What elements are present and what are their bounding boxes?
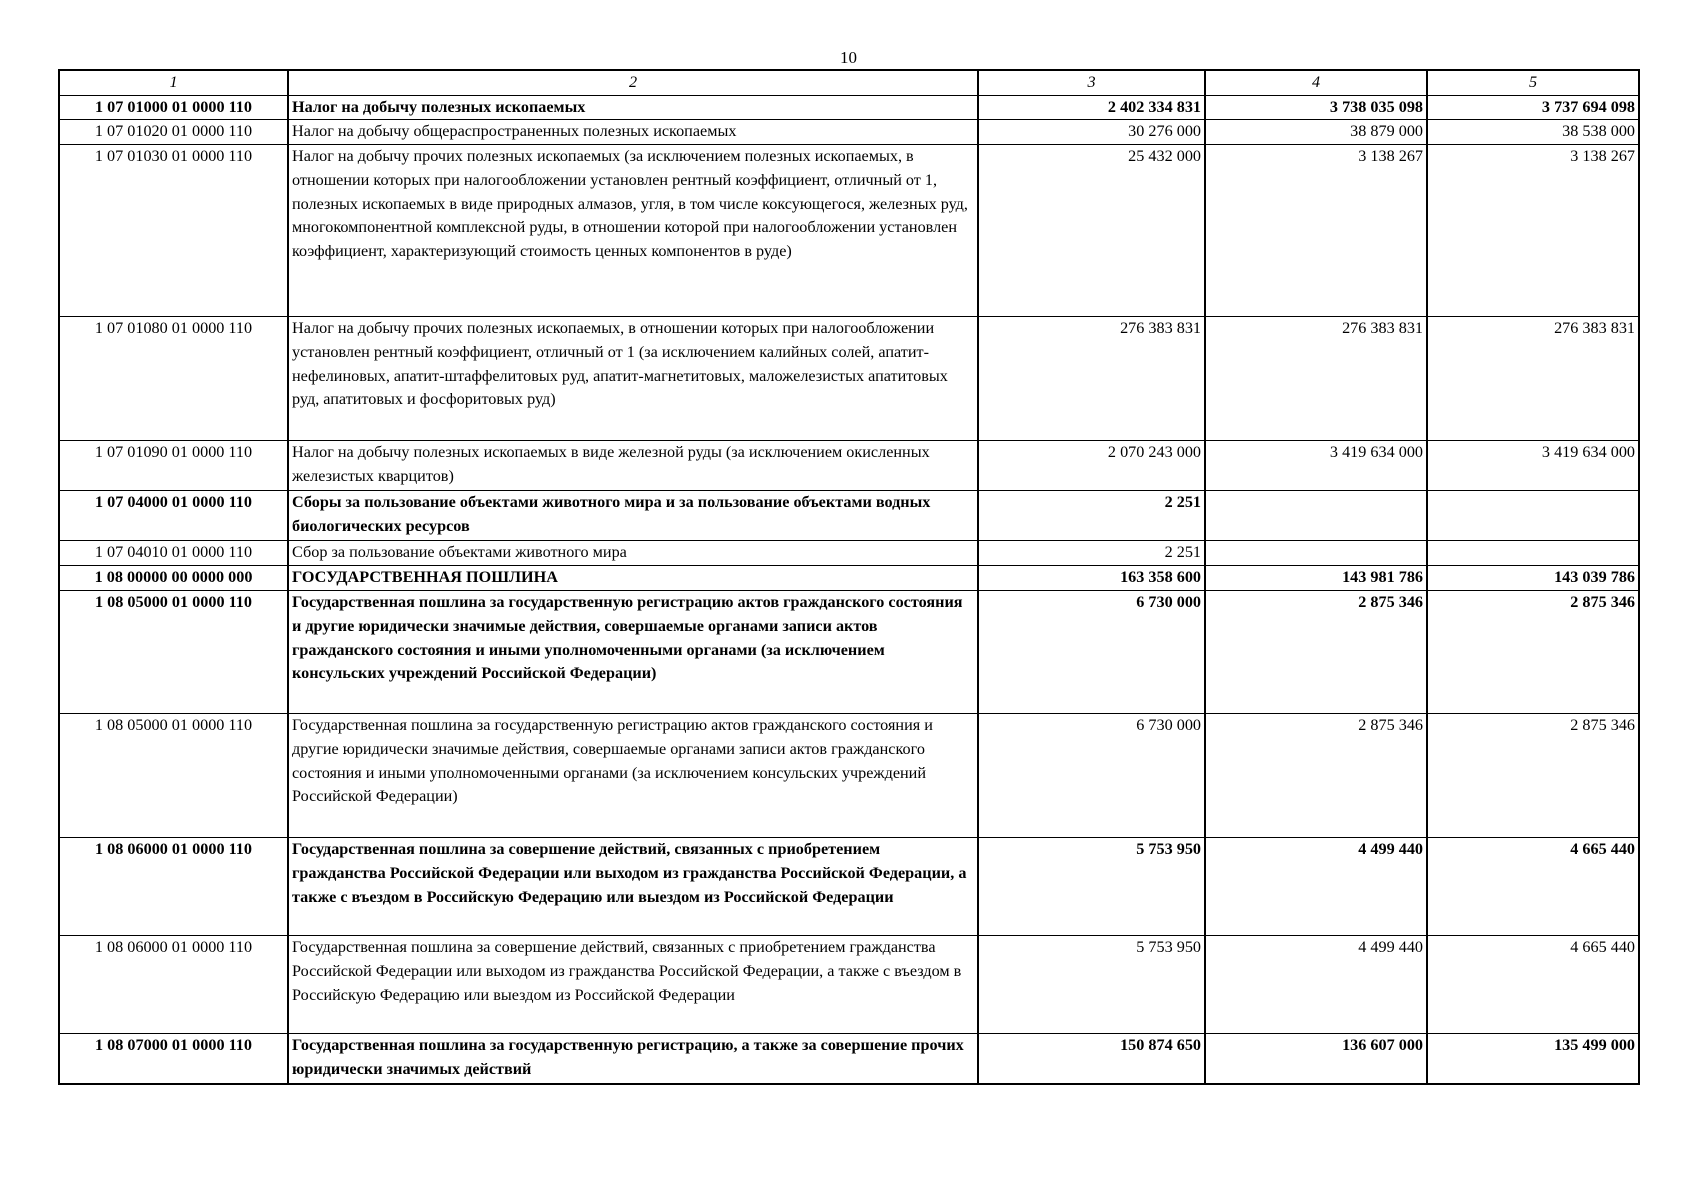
value-col4-cell: 4 499 440: [1205, 838, 1427, 936]
value-col4-cell: 4 499 440: [1205, 936, 1427, 1034]
value-col5-cell: 4 665 440: [1427, 838, 1639, 936]
table-row: [59, 95, 1639, 120]
column-header-5: 5: [1427, 70, 1639, 95]
table-row: [59, 541, 1639, 566]
value-col3-cell: 25 432 000: [978, 145, 1205, 317]
table-row: [59, 714, 1639, 838]
value-col5-cell: 2 875 346: [1427, 714, 1639, 838]
value-col3-cell: 5 753 950: [978, 936, 1205, 1034]
value-col5-cell: [1427, 491, 1639, 541]
budget-code-cell: 1 07 01030 01 0000 110: [59, 145, 288, 317]
budget-code-cell: 1 08 00000 00 0000 000: [59, 566, 288, 591]
budget-code-cell: 1 07 01000 01 0000 110: [59, 95, 288, 120]
value-col4-cell: [1205, 541, 1427, 566]
value-col5-cell: 4 665 440: [1427, 936, 1639, 1034]
value-col4-cell: 38 879 000: [1205, 120, 1427, 145]
item-name-cell: Государственная пошлина за государственную регистрацию актов гражданского состояния и другие юридически значимые действия, совершаемые органами записи актов гражданского состояния и иными уполномоченными органами (за исключением консульских учреждений Российской Федерации): [288, 591, 978, 714]
value-col3-cell: 30 276 000: [978, 120, 1205, 145]
value-col5-cell: 2 875 346: [1427, 591, 1639, 714]
item-name-cell: Налог на добычу прочих полезных ископаемых (за исключением полезных ископаемых, в отношении которых при налогообложении установлен рентный коэффициент, отличный от 1, полезных ископаемых в виде природных алмазов, угля, в том числе коксующегося, железных руд, многокомпонентной комплексной руды, в отношении которой при налогообложении установлен коэффициент, характеризующий стоимость ценных компонентов в руде): [288, 145, 978, 317]
budget-code-cell: 1 07 04000 01 0000 110: [59, 491, 288, 541]
value-col5-cell: 3 419 634 000: [1427, 441, 1639, 491]
column-header-3: 3: [978, 70, 1205, 95]
column-header-1: 1: [59, 70, 288, 95]
value-col3-cell: 6 730 000: [978, 591, 1205, 714]
item-name-cell: Налог на добычу полезных ископаемых: [288, 95, 978, 120]
item-name-cell: Сборы за пользование объектами животного мира и за пользование объектами водных биологических ресурсов: [288, 491, 978, 541]
item-name-cell: ГОСУДАРСТВЕННАЯ ПОШЛИНА: [288, 566, 978, 591]
item-name-cell: Государственная пошлина за совершение действий, связанных с приобретением гражданства Российской Федерации или выходом из гражданства Российской Федерации, а также с въездом в Российскую Федерацию или выездом из Российской Федерации: [288, 936, 978, 1034]
table-row: [59, 591, 1639, 714]
budget-table: [58, 69, 1640, 1085]
column-header-2: 2: [288, 70, 978, 95]
table-row: [59, 120, 1639, 145]
value-col4-cell: 276 383 831: [1205, 317, 1427, 441]
table-row: [59, 936, 1639, 1034]
value-col5-cell: 276 383 831: [1427, 317, 1639, 441]
table-row: [59, 838, 1639, 936]
budget-code-cell: 1 08 06000 01 0000 110: [59, 936, 288, 1034]
item-name-cell: Налог на добычу общераспространенных полезных ископаемых: [288, 120, 978, 145]
table-header-row: [59, 70, 1639, 95]
value-col4-cell: 3 419 634 000: [1205, 441, 1427, 491]
value-col3-cell: 150 874 650: [978, 1034, 1205, 1084]
value-col5-cell: 143 039 786: [1427, 566, 1639, 591]
value-col4-cell: 3 138 267: [1205, 145, 1427, 317]
budget-code-cell: 1 07 01020 01 0000 110: [59, 120, 288, 145]
budget-code-cell: 1 08 05000 01 0000 110: [59, 591, 288, 714]
value-col5-cell: 135 499 000: [1427, 1034, 1639, 1084]
table-row: [59, 1034, 1639, 1084]
value-col3-cell: 2 251: [978, 541, 1205, 566]
budget-code-cell: 1 07 04010 01 0000 110: [59, 541, 288, 566]
table-row: [59, 441, 1639, 491]
budget-code-cell: 1 08 06000 01 0000 110: [59, 838, 288, 936]
budget-code-cell: 1 08 05000 01 0000 110: [59, 714, 288, 838]
item-name-cell: Государственная пошлина за государственную регистрацию актов гражданского состояния и другие юридически значимые действия, совершаемые органами записи актов гражданского состояния и иными уполномоченными органами (за исключением консульских учреждений Российской Федерации): [288, 714, 978, 838]
value-col5-cell: 38 538 000: [1427, 120, 1639, 145]
item-name-cell: Сбор за пользование объектами животного мира: [288, 541, 978, 566]
value-col3-cell: 2 070 243 000: [978, 441, 1205, 491]
value-col3-cell: 5 753 950: [978, 838, 1205, 936]
table-row: [59, 566, 1639, 591]
table-row: [59, 145, 1639, 317]
value-col3-cell: 2 402 334 831: [978, 95, 1205, 120]
budget-code-cell: 1 07 01080 01 0000 110: [59, 317, 288, 441]
value-col4-cell: 2 875 346: [1205, 591, 1427, 714]
value-col5-cell: [1427, 541, 1639, 566]
budget-code-cell: 1 08 07000 01 0000 110: [59, 1034, 288, 1084]
value-col4-cell: 2 875 346: [1205, 714, 1427, 838]
value-col5-cell: 3 138 267: [1427, 145, 1639, 317]
column-header-4: 4: [1205, 70, 1427, 95]
table-row: [59, 317, 1639, 441]
value-col5-cell: 3 737 694 098: [1427, 95, 1639, 120]
budget-code-cell: 1 07 01090 01 0000 110: [59, 441, 288, 491]
value-col3-cell: 276 383 831: [978, 317, 1205, 441]
value-col4-cell: [1205, 491, 1427, 541]
value-col3-cell: 2 251: [978, 491, 1205, 541]
value-col4-cell: 136 607 000: [1205, 1034, 1427, 1084]
item-name-cell: Государственная пошлина за государственную регистрацию, а также за совершение прочих юридически значимых действий: [288, 1034, 978, 1084]
table-row: [59, 491, 1639, 541]
value-col4-cell: 143 981 786: [1205, 566, 1427, 591]
value-col4-cell: 3 738 035 098: [1205, 95, 1427, 120]
item-name-cell: Налог на добычу полезных ископаемых в виде железной руды (за исключением окисленных железистых кварцитов): [288, 441, 978, 491]
value-col3-cell: 163 358 600: [978, 566, 1205, 591]
value-col3-cell: 6 730 000: [978, 714, 1205, 838]
item-name-cell: Государственная пошлина за совершение действий, связанных с приобретением гражданства Российской Федерации или выходом из гражданства Российской Федерации, а также с въездом в Российскую Федерацию или выездом из Российской Федерации: [288, 838, 978, 936]
item-name-cell: Налог на добычу прочих полезных ископаемых, в отношении которых при налогообложении установлен рентный коэффициент, отличный от 1 (за исключением калийных солей, апатит-нефелиновых, апатит-штаффелитовых руд, апатит-магнетитовых, маложелезистых апатитовых руд, апатитовых и фосфоритовых руд): [288, 317, 978, 441]
page-number: 10: [840, 48, 857, 67]
